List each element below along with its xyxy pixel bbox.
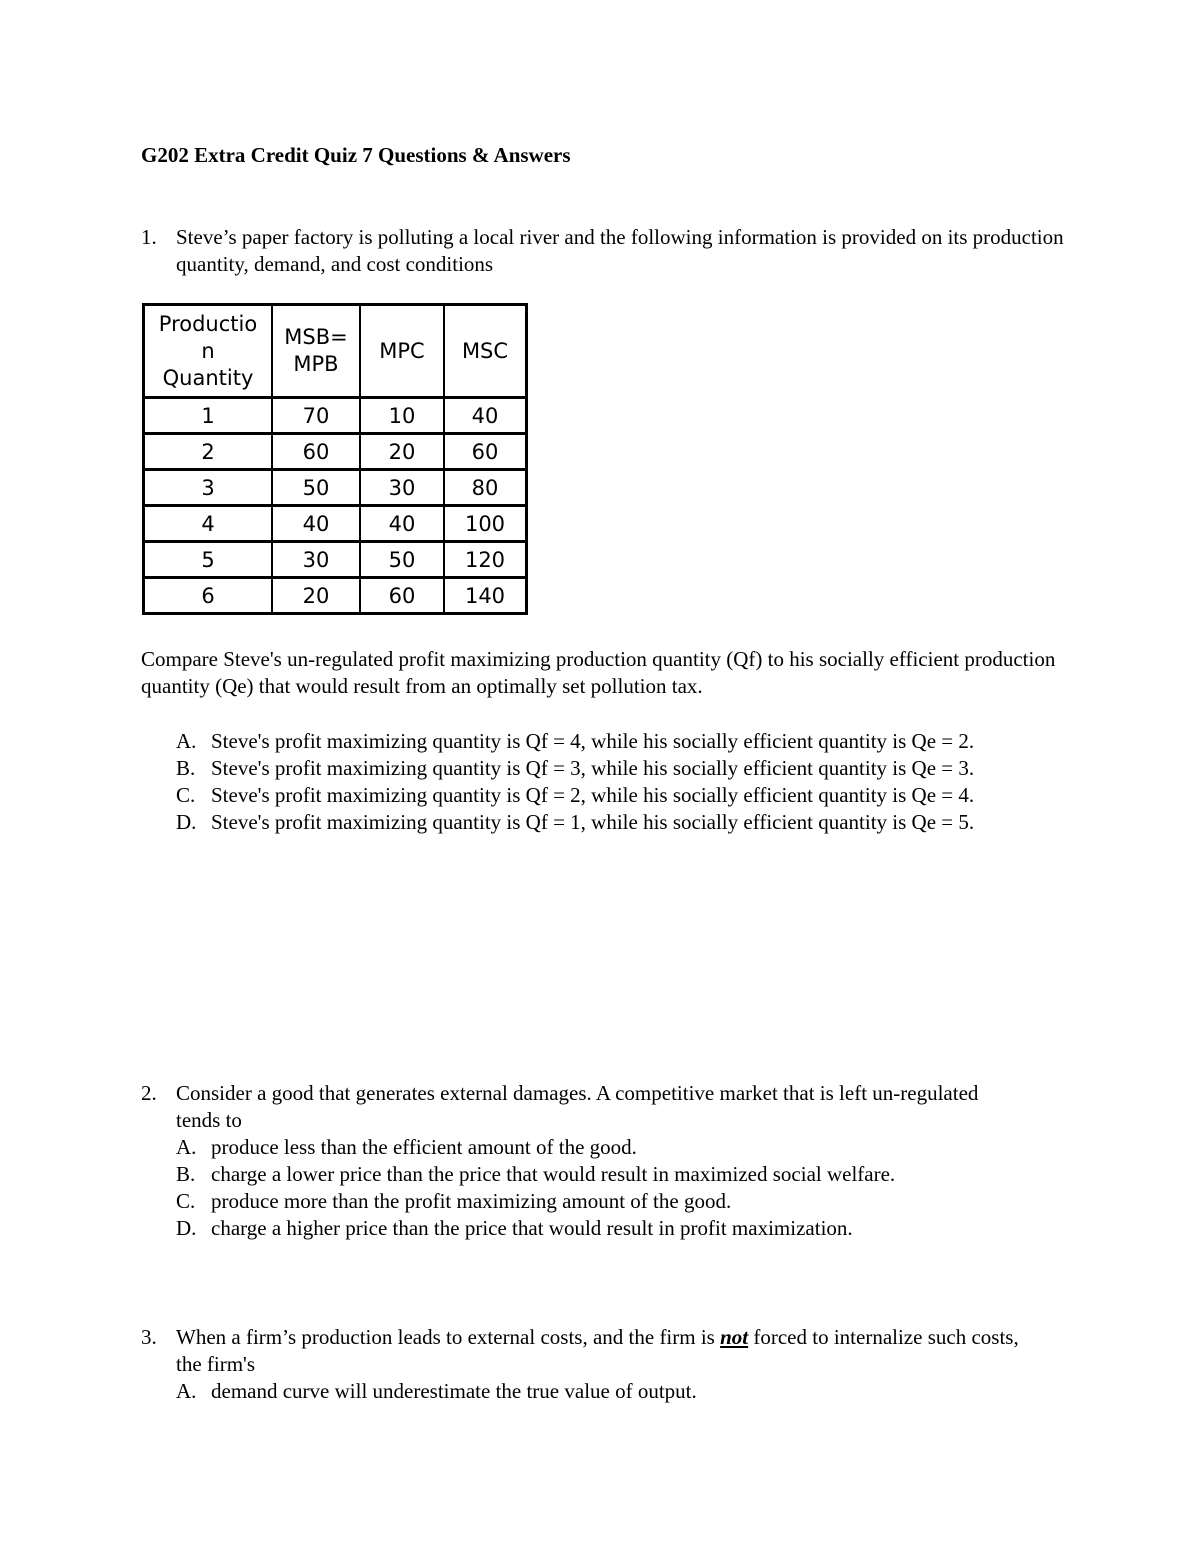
question-number: 2.: [141, 1081, 157, 1105]
option-letter: D.: [176, 810, 197, 834]
option-text: charge a lower price than the price that would result in maximized social welfare.: [211, 1162, 896, 1186]
option-a[interactable]: [176, 728, 1056, 755]
cost-table: [142, 303, 528, 615]
table-cell: 100: [444, 506, 527, 542]
option-text: Steve's profit maximizing quantity is Qf = 1, while his socially efficient quantity is Qe = 5.: [211, 810, 975, 834]
option-letter: A.: [176, 1135, 197, 1159]
table-row: [144, 470, 527, 506]
table-cell: 40: [444, 398, 527, 434]
option-text: produce less than the efficient amount of the good.: [211, 1135, 637, 1159]
header-mpc: MPC: [360, 305, 444, 398]
question-1-options: [176, 728, 1056, 836]
question-number: 3.: [141, 1325, 157, 1349]
table-cell: 2: [144, 434, 273, 470]
prompt-text: Compare Steve's un-regulated profit maximizing production quantity (Qf) to his socially efficient production quantity (Qe) that would result from an optimally set pollution tax.: [141, 647, 1056, 698]
option-d[interactable]: [176, 1215, 1021, 1242]
table-cell: 50: [272, 470, 360, 506]
table-cell: 3: [144, 470, 273, 506]
table-cell: 1: [144, 398, 273, 434]
question-1-prompt: [141, 646, 1071, 700]
table-cell: 40: [360, 506, 444, 542]
table-header-row: [144, 305, 527, 398]
table-row: [144, 542, 527, 578]
table-cell: 5: [144, 542, 273, 578]
table-row: [144, 506, 527, 542]
option-letter: B.: [176, 756, 196, 780]
table-cell: 60: [360, 578, 444, 614]
option-text: charge a higher price than the price that would result in profit maximization.: [211, 1216, 853, 1240]
option-a[interactable]: [176, 1134, 1021, 1161]
option-text: produce more than the profit maximizing amount of the good.: [211, 1189, 732, 1213]
option-letter: A.: [176, 1379, 197, 1403]
table-cell: 4: [144, 506, 273, 542]
option-letter: B.: [176, 1162, 196, 1186]
table-cell: 10: [360, 398, 444, 434]
option-b[interactable]: [176, 1161, 1021, 1188]
header-msc: MSC: [444, 305, 527, 398]
table-row: [144, 434, 527, 470]
table-cell: 20: [360, 434, 444, 470]
option-c[interactable]: [176, 782, 1056, 809]
option-c[interactable]: [176, 1188, 1021, 1215]
option-letter: C.: [176, 1189, 196, 1213]
question-1: [141, 224, 1071, 278]
question-3: [141, 1324, 1041, 1405]
option-text: demand curve will underestimate the true value of output.: [211, 1379, 697, 1403]
option-letter: A.: [176, 729, 197, 753]
header-production-quantity: Productio n Quantity: [144, 305, 273, 398]
option-text: Steve's profit maximizing quantity is Qf = 2, while his socially efficient quantity is Qe = 4.: [211, 783, 975, 807]
table-cell: 30: [272, 542, 360, 578]
question-number: 1.: [141, 225, 157, 249]
option-letter: C.: [176, 783, 196, 807]
table-cell: 40: [272, 506, 360, 542]
table-cell: 30: [360, 470, 444, 506]
table-cell: 60: [272, 434, 360, 470]
table-cell: 70: [272, 398, 360, 434]
option-text: Steve's profit maximizing quantity is Qf = 4, while his socially efficient quantity is Qe = 2.: [211, 729, 975, 753]
option-a[interactable]: [176, 1378, 1041, 1405]
question-text: When a firm’s production leads to external costs, and the firm is not forced to internalize such costs, the firm's: [176, 1325, 1019, 1376]
option-b[interactable]: [176, 755, 1056, 782]
table-cell: 140: [444, 578, 527, 614]
question-text: Consider a good that generates external damages. A competitive market that is left un-regulated tends to: [176, 1081, 979, 1132]
table-cell: 120: [444, 542, 527, 578]
table-row: [144, 398, 527, 434]
option-d[interactable]: [176, 809, 1056, 836]
question-text: Steve’s paper factory is polluting a local river and the following information is provided on its production quantity, demand, and cost conditions: [176, 225, 1064, 276]
header-msb-mpb: MSB= MPB: [272, 305, 360, 398]
table-row: [144, 578, 527, 614]
table-cell: 60: [444, 434, 527, 470]
option-letter: D.: [176, 1216, 197, 1240]
question-2: [141, 1080, 1021, 1242]
table-cell: 80: [444, 470, 527, 506]
table-cell: 50: [360, 542, 444, 578]
emphasis-not: not: [720, 1325, 749, 1349]
quiz-title: G202 Extra Credit Quiz 7 Questions & Answers: [141, 143, 571, 167]
table-cell: 20: [272, 578, 360, 614]
table-cell: 6: [144, 578, 273, 614]
option-text: Steve's profit maximizing quantity is Qf = 3, while his socially efficient quantity is Qe = 3.: [211, 756, 975, 780]
